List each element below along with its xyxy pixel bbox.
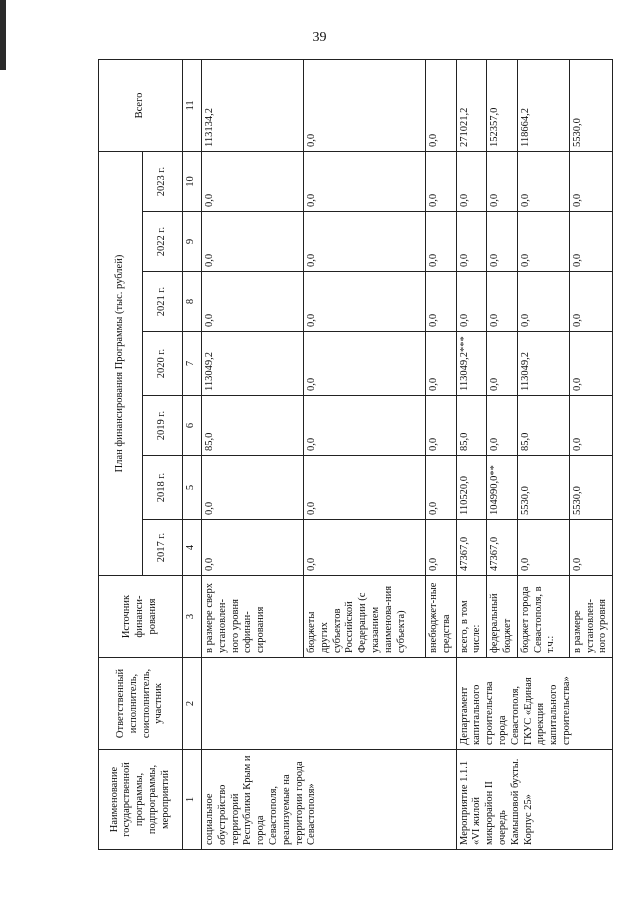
value-cell: 85,0 [456, 396, 487, 456]
value-cell: 0,0 [304, 520, 426, 576]
source-cell: в размере установлен-ного уровня [569, 576, 612, 658]
col-index: 6 [183, 396, 202, 456]
value-cell: 85,0 [517, 396, 569, 456]
value-cell: 0,0 [487, 272, 518, 332]
year-2023: 2023 г. [143, 151, 183, 211]
total-cell: 0,0 [304, 59, 426, 151]
value-cell: 0,0 [426, 396, 457, 456]
col-index: 4 [183, 520, 202, 576]
year-2021: 2021 г. [143, 272, 183, 332]
source-cell: всего, в том числе: [456, 576, 487, 658]
value-cell: 0,0 [202, 151, 304, 211]
table-row [456, 59, 487, 849]
col-index: 1 [183, 750, 202, 850]
value-cell: 0,0 [304, 396, 426, 456]
value-cell: 0,0 [202, 520, 304, 576]
column-index-row [183, 59, 202, 849]
value-cell: 0,0 [517, 272, 569, 332]
value-cell: 0,0 [202, 272, 304, 332]
header-executor: Ответственный исполнитель, соисполнитель, участник [99, 658, 183, 750]
value-cell: 113049,2 [517, 332, 569, 396]
value-cell: 113049,2 [202, 332, 304, 396]
value-cell: 0,0 [487, 396, 518, 456]
value-cell: 0,0 [569, 396, 612, 456]
value-cell: 0,0 [487, 212, 518, 272]
col-index: 3 [183, 576, 202, 658]
col-index: 8 [183, 272, 202, 332]
value-cell: 0,0 [569, 212, 612, 272]
col-index: 5 [183, 456, 202, 520]
value-cell: 0,0 [202, 456, 304, 520]
value-cell: 0,0 [426, 212, 457, 272]
value-cell: 0,0 [487, 151, 518, 211]
page-number: 39 [312, 30, 327, 45]
col-index: 10 [183, 151, 202, 211]
block2-executor: Департамент капитального строительства города Севастополя, ГКУС «Единая дирекция капитального строительства» [456, 658, 613, 750]
value-cell: 0,0 [517, 151, 569, 211]
col-index: 2 [183, 658, 202, 750]
value-cell: 5530,0 [517, 456, 569, 520]
block2-name: Мероприятие 1.1.1 «VI жилой микрорайон II очередь Камышовой бухты. Корпус 25» [456, 750, 613, 850]
source-cell: в размере сверх установлен-ного уровня софинан-сирования [202, 576, 304, 658]
total-cell: 113134,2 [202, 59, 304, 151]
source-cell: бюджеты других субъектов Российской Федерации (с указанием наименова-ния субъекта) [304, 576, 426, 658]
col-index: 11 [183, 59, 202, 151]
value-cell: 0,0 [304, 332, 426, 396]
total-cell: 0,0 [426, 59, 457, 151]
value-cell: 113049,2*** [456, 332, 487, 396]
value-cell: 0,0 [569, 520, 612, 576]
source-cell: бюджет города Севастополя, в т.ч.: [517, 576, 569, 658]
total-cell: 271021,2 [456, 59, 487, 151]
table-row [202, 59, 304, 849]
year-2018: 2018 г. [143, 456, 183, 520]
year-2017: 2017 г. [143, 520, 183, 576]
table-stage [98, 60, 609, 850]
value-cell: 0,0 [304, 272, 426, 332]
value-cell: 0,0 [426, 520, 457, 576]
rotated-table-wrapper [98, 60, 609, 850]
value-cell: 0,0 [426, 151, 457, 211]
source-cell: внебюджет-ные средства [426, 576, 457, 658]
source-cell: федеральный бюджет [487, 576, 518, 658]
col-index: 7 [183, 332, 202, 396]
value-cell: 0,0 [569, 272, 612, 332]
value-cell: 0,0 [456, 212, 487, 272]
value-cell: 0,0 [304, 212, 426, 272]
financing-table [98, 59, 613, 850]
header-row [99, 59, 143, 849]
value-cell: 0,0 [517, 520, 569, 576]
value-cell: 0,0 [426, 272, 457, 332]
year-2020: 2020 г. [143, 332, 183, 396]
value-cell: 0,0 [202, 212, 304, 272]
value-cell: 0,0 [487, 332, 518, 396]
header-plan: План финансирования Программы (тыс. рублей) [99, 151, 143, 575]
total-cell: 152357,0 [487, 59, 518, 151]
value-cell: 104990,0** [487, 456, 518, 520]
block1-executor [202, 658, 457, 750]
header-total: Всего [99, 59, 183, 151]
header-source: Источник финанси-рования [99, 576, 183, 658]
value-cell: 0,0 [304, 456, 426, 520]
value-cell: 110520,0 [456, 456, 487, 520]
value-cell: 0,0 [304, 151, 426, 211]
value-cell: 0,0 [517, 212, 569, 272]
value-cell: 0,0 [426, 456, 457, 520]
year-2019: 2019 г. [143, 396, 183, 456]
year-2022: 2022 г. [143, 212, 183, 272]
value-cell: 0,0 [569, 151, 612, 211]
value-cell: 47367,0 [487, 520, 518, 576]
block1-name: социальное обустройство территорий Республики Крым и города Севастополя, реализуемые на территории города Севастополя» [202, 750, 457, 850]
value-cell: 47367,0 [456, 520, 487, 576]
total-cell: 118664,2 [517, 59, 569, 151]
value-cell: 0,0 [456, 151, 487, 211]
value-cell: 5530,0 [569, 456, 612, 520]
value-cell: 0,0 [426, 332, 457, 396]
value-cell: 0,0 [456, 272, 487, 332]
value-cell: 0,0 [569, 332, 612, 396]
header-name: Наименование государственной программы, подпрограммы, мероприятий [99, 750, 183, 850]
value-cell: 85,0 [202, 396, 304, 456]
total-cell: 5530,0 [569, 59, 612, 151]
col-index: 9 [183, 212, 202, 272]
